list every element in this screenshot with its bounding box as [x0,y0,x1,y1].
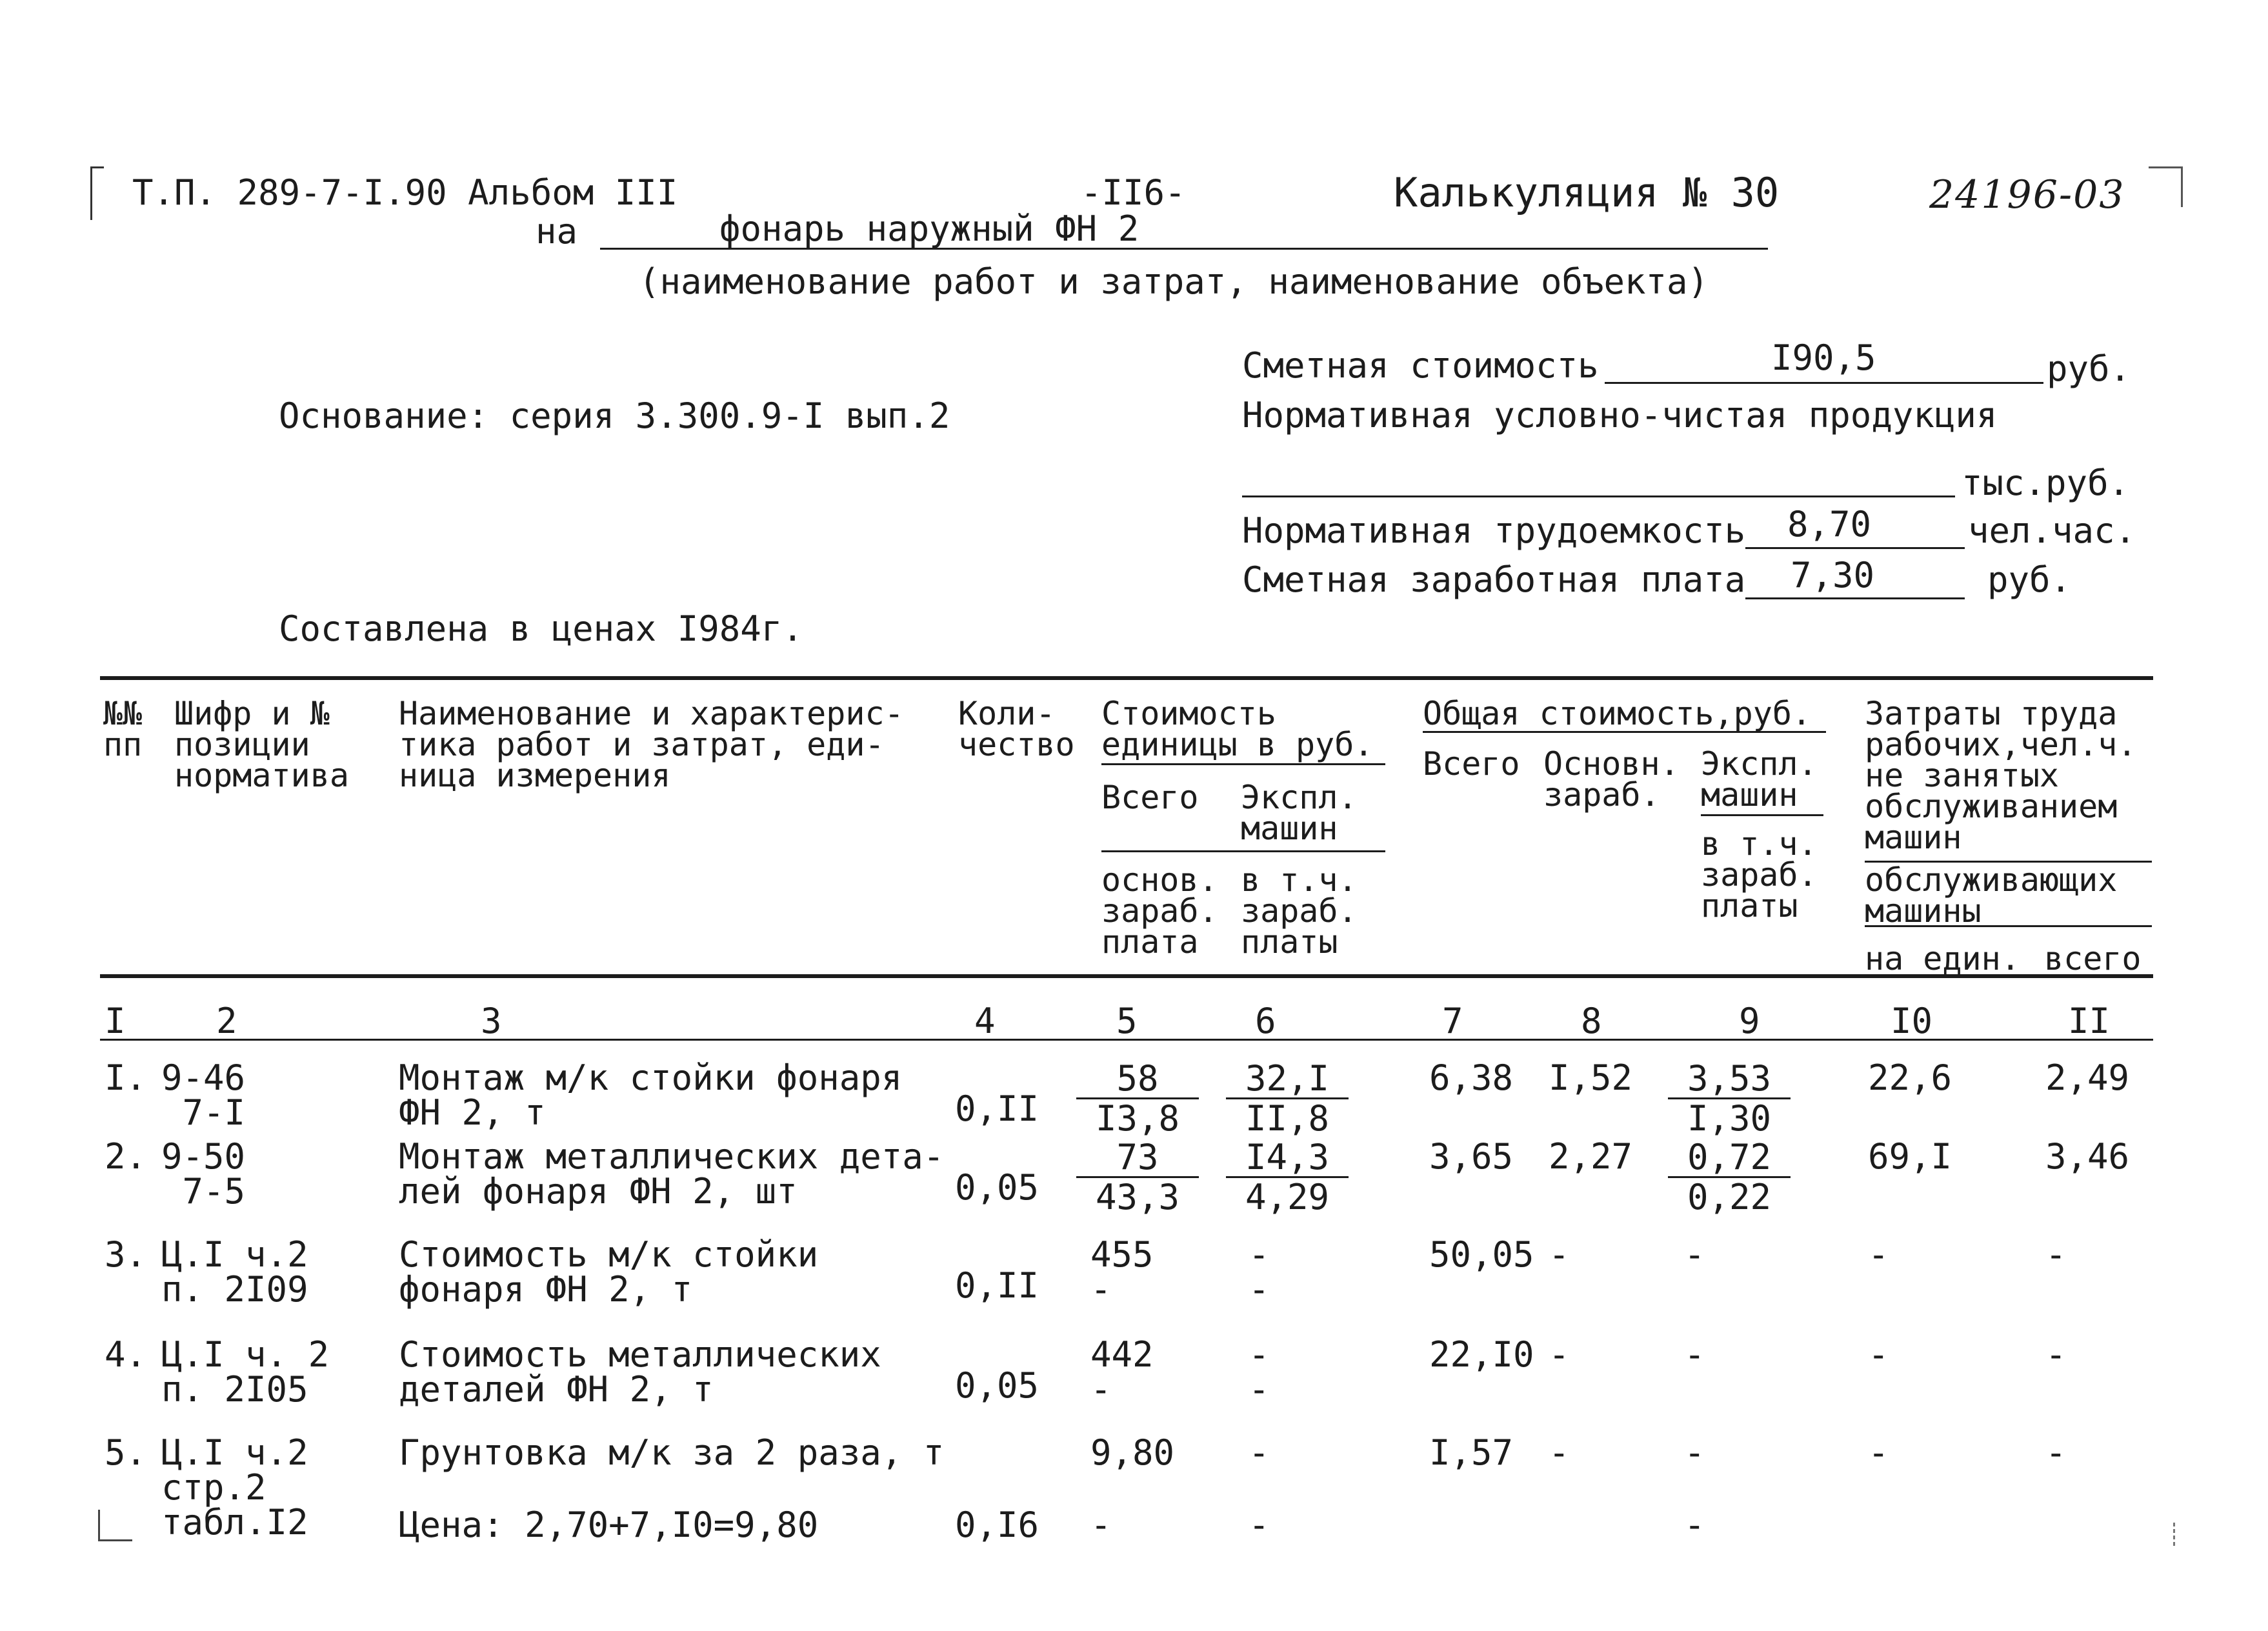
row-price-note: Цена: 2,70+7,I0=9,80 [399,1505,819,1545]
row-number: 5. [105,1432,147,1473]
row-total-machines-dash: - [1684,1505,1705,1545]
row-labor-total: - [2045,1334,2067,1375]
column-number-2: 2 [216,1001,237,1041]
row-quantity: 0,II [955,1265,1039,1306]
header-labor: Затраты труда рабочих,чел.ч. не занятых обслуживанием машин [1865,695,2137,856]
net-product-label: Нормативная условно-чистая продукция [1242,395,1998,435]
object-name-underline [600,248,1768,250]
column-number-10: I0 [1891,1001,1933,1041]
table-header-bottom-rule [100,974,2153,978]
header-total-machines: Экспл. машин [1701,745,1818,814]
labor-label: Нормативная трудоемкость [1242,510,1746,551]
row-total-machine-fraction-denominator: I,30 [1687,1098,1772,1139]
row-code: Ц.I ч. 2 п. 2I05 [161,1334,330,1410]
row-unit-cost-fraction [1076,1058,1199,1139]
header-total-cost: Общая стоимость,руб. [1423,695,1812,732]
header-unit-machines: Экспл. машин [1241,779,1358,847]
row-total-wage: - [1549,1234,1570,1275]
row-unit-machine-fraction-denominator: II,8 [1245,1098,1330,1139]
labor-value: 8,70 [1787,504,1872,545]
column-number-6: 6 [1255,1001,1276,1041]
row-unit-machine-fraction-numerator: 32,I [1226,1061,1349,1099]
header-labor-total: всего [2044,940,2142,977]
album-reference: Т.П. 289-7-I.90 Альбом III [132,172,678,213]
row-unit-machines-dash: - [1249,1505,1270,1545]
object-name: фонарь наружный ФН 2 [719,208,1139,249]
estimated-cost-underline [1605,382,2043,384]
corner-mark-top-left [90,166,104,220]
row-total-wage: 2,27 [1549,1136,1633,1177]
row-quantity: 0,I6 [955,1505,1039,1545]
row-unit-cost-fraction-denominator: I3,8 [1095,1098,1180,1139]
row-unit-cost-fraction-denominator: 43,3 [1095,1177,1180,1218]
on-label: на [536,211,578,252]
row-total-machine-fraction [1668,1058,1791,1139]
row-unit-cost-fraction-numerator: 73 [1076,1139,1199,1178]
header-quantity: Коли- чество [958,695,1075,763]
row-unit-cost: 455 - [1090,1234,1154,1310]
row-code: Ц.I ч.2 стр.2 табл.I2 [161,1432,308,1543]
unit-cost-sub-rule [1101,850,1385,852]
wage-unit: руб. [1987,559,2072,600]
row-unit-machine-fraction [1226,1137,1349,1218]
column-number-3: 3 [481,1001,502,1041]
row-labor-total: 2,49 [2045,1057,2130,1098]
row-work-name: Грунтовка м/к за 2 раза, т [399,1432,945,1473]
row-total-wage: - [1549,1432,1570,1473]
header-unit-total: Всего [1101,779,1199,816]
header-unit-cost: Стоимость единицы в руб. [1101,695,1374,763]
table-top-rule [100,676,2153,680]
row-code: 9-46 7-I [161,1057,246,1133]
row-number: I. [105,1057,147,1098]
row-quantity: 0,05 [955,1167,1039,1208]
column-number-9: 9 [1739,1001,1760,1041]
net-product-unit: тыс.руб. [1962,463,2130,503]
object-caption: (наименование работ и затрат, наименование объекта) [639,261,1709,302]
page-number: -II6- [1081,172,1186,213]
labor-unit: чел.час. [1968,510,2136,551]
row-total-cost: 6,38 [1429,1057,1514,1098]
row-total-machines: - [1684,1432,1705,1473]
total-machines-rule [1701,814,1823,816]
row-total-machines: - [1684,1334,1705,1375]
row-total-machine-fraction [1668,1137,1791,1218]
column-number-8: 8 [1581,1001,1602,1041]
unit-cost-underline [1101,763,1385,765]
total-cost-underline [1423,731,1826,733]
row-labor-total: 3,46 [2045,1136,2130,1177]
header-code: Шифр и № позиции норматива [174,695,349,794]
header-total-machine-wage: в т.ч. зараб. платы [1701,825,1818,925]
corner-mark-top-right [2149,166,2183,207]
row-unit-machine-fraction-denominator: 4,29 [1245,1177,1330,1218]
row-unit-cost: 9,80 [1090,1432,1175,1473]
row-unit-machines: - - [1249,1334,1270,1410]
labor-rule-2 [1865,925,2152,927]
handwritten-code: 24196-03 [1929,172,2125,217]
row-unit-machines: - [1249,1432,1270,1473]
row-number: 2. [105,1136,147,1177]
row-total-wage: - [1549,1334,1570,1375]
corner-mark-bottom-left [98,1510,132,1541]
net-product-underline [1242,495,1955,497]
estimated-cost-value: I90,5 [1771,337,1876,378]
column-number-7: 7 [1442,1001,1463,1041]
estimated-cost-unit: руб. [2047,348,2131,389]
row-work-name: Стоимость металлических деталей ФН 2, т [399,1334,881,1410]
row-labor-per-unit: 69,I [1868,1136,1952,1177]
header-unit-wage: основ. зараб. плата [1101,861,1218,961]
column-number-4: 4 [974,1001,996,1041]
row-quantity: 0,05 [955,1365,1039,1406]
row-work-name: Монтаж м/к стойки фонаря ФН 2, т [399,1057,903,1133]
row-work-name: Монтаж металлических дета- лей фонаря ФН 2, шт [399,1136,945,1212]
header-labor-servicing: обслуживающих машины [1865,861,2118,930]
basis-text: Основание: серия 3.300.9-I вып.2 [279,395,950,436]
header-labor-per-unit: на един. [1865,940,2020,977]
wage-underline [1745,597,1965,599]
row-code: Ц.I ч.2 п. 2I09 [161,1234,308,1310]
row-labor-per-unit: - [1868,1234,1889,1275]
prices-text: Составлена в ценах I984г. [279,608,803,649]
labor-underline [1745,547,1965,549]
header-unit-machine-wage: в т.ч. зараб. платы [1241,861,1358,961]
row-unit-cost-dash: - [1090,1505,1112,1545]
row-unit-machine-fraction [1226,1058,1349,1139]
row-quantity: 0,II [955,1088,1039,1129]
row-work-name: Стоимость м/к стойки фонаря ФН 2, т [399,1234,819,1310]
row-number: 3. [105,1234,147,1275]
row-unit-machine-fraction-numerator: I4,3 [1226,1139,1349,1178]
row-code: 9-50 7-5 [161,1136,246,1212]
row-labor-total: - [2045,1234,2067,1275]
row-total-machine-fraction-numerator: 0,72 [1668,1139,1791,1178]
column-number-5: 5 [1116,1001,1138,1041]
row-labor-total: - [2045,1432,2067,1473]
row-total-wage: I,52 [1549,1057,1633,1098]
row-total-machines: - [1684,1234,1705,1275]
header-total-all: Всего [1423,745,1520,783]
row-labor-per-unit: 22,6 [1868,1057,1952,1098]
row-unit-cost-fraction-numerator: 58 [1076,1061,1199,1099]
row-total-cost: 50,05 [1429,1234,1534,1275]
row-labor-per-unit: - [1868,1432,1889,1473]
row-unit-machines: - - [1249,1234,1270,1310]
column-number-1: I [105,1001,126,1041]
row-total-cost: 3,65 [1429,1136,1514,1177]
column-number-11: II [2068,1001,2111,1041]
row-unit-cost-fraction [1076,1137,1199,1218]
row-unit-cost: 442 - [1090,1334,1154,1410]
wage-value: 7,30 [1791,555,1875,595]
calculation-title: Калькуляция № 30 [1394,169,1780,216]
header-total-wage: Основн. зараб. [1543,745,1680,814]
row-number: 4. [105,1334,147,1375]
row-total-machine-fraction-denominator: 0,22 [1687,1177,1772,1218]
corner-mark-bottom-right [2155,1523,2175,1546]
row-total-machine-fraction-numerator: 3,53 [1668,1061,1791,1099]
header-work-name: Наименование и характерис- тика работ и затрат, еди- ница измерения [399,695,904,794]
row-total-cost: I,57 [1429,1432,1514,1473]
row-total-cost: 22,I0 [1429,1334,1534,1375]
wage-label: Сметная заработная плата [1242,559,1746,600]
header-row-number: №№ пп [103,695,143,763]
estimated-cost-label: Сметная стоимость [1242,345,1599,386]
row-labor-per-unit: - [1868,1334,1889,1375]
